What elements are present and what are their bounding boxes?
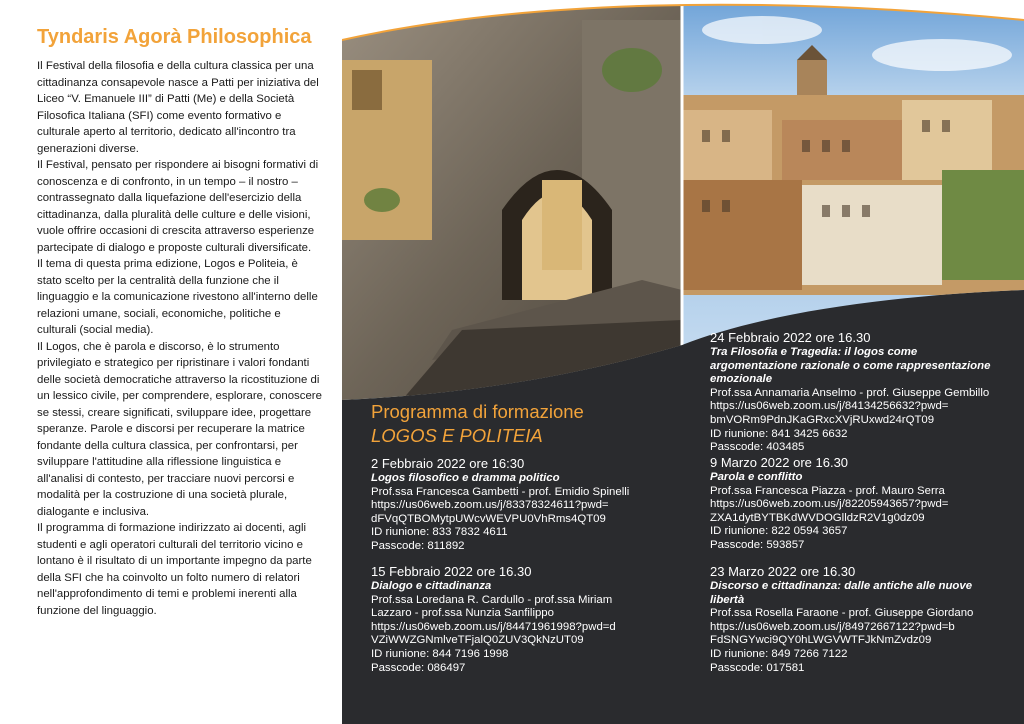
event-link[interactable]: https://us06web.zoom.us/j/83378324611?pwd= [371, 499, 609, 512]
program-title: Programma di formazione [371, 401, 584, 422]
event-passcode: Passcode: 086497 [371, 661, 466, 674]
event-passcode: Passcode: 017581 [710, 661, 805, 674]
event-speakers-cont: Lazzaro - prof.ssa Nunzia Sanfilippo [371, 607, 554, 620]
event-speakers: Prof.ssa Rosella Faraone - prof. Giuseppe Giordano [710, 607, 974, 620]
event-link[interactable]: https://us06web.zoom.us/j/82205943657?pwd= [710, 498, 949, 511]
event-link-cont[interactable]: dFVqQTBOMytpUWcvWEVPU0VhRms4QT09 [371, 512, 606, 525]
event-link-cont[interactable]: VZiWWZGNmlveTFjalQ0ZUV3QkNzUT09 [371, 634, 584, 647]
event-passcode: Passcode: 403485 [710, 441, 805, 454]
program-subtitle: LOGOS E POLITEIA [371, 425, 543, 446]
event-1 [371, 456, 671, 554]
event-link[interactable]: https://us06web.zoom.us/j/84471961998?pwd=d [371, 620, 616, 633]
event-topic: Discorso e cittadinanza: dalle antiche alle nuove libertà [710, 580, 973, 606]
event-meeting-id: ID riunione: 841 3425 6632 [710, 427, 848, 440]
event-meeting-id: ID riunione: 822 0594 3657 [710, 525, 848, 538]
event-speakers: Prof.ssa Annamaria Anselmo - prof. Giuseppe Gembillo [710, 386, 990, 399]
event-topic: Tra Filosofia e Tragedia: il logos come argomentazione razionale o come rappresentazione emozionale [710, 346, 991, 386]
event-passcode: Passcode: 811892 [371, 539, 465, 552]
event-link-cont[interactable]: bmVORm9PdnJKaGRxcXVjRUxwd24rQT09 [710, 413, 935, 426]
event-meeting-id: ID riunione: 844 7196 1998 [371, 647, 509, 660]
event-link-cont[interactable]: ZXA1dytBYTBKdWVDOGlldzR2V1g0dz09 [710, 511, 925, 524]
event-speakers: Prof.ssa Loredana R. Cardullo - prof.ssa Miriam [371, 593, 613, 606]
event-link-cont[interactable]: FdSNGYwci9QY0hLWGVWTFJkNmZvdz09 [710, 634, 932, 647]
event-link[interactable]: https://us06web.zoom.us/j/84134256632?pwd= [710, 400, 949, 413]
event-meeting-id: ID riunione: 849 7266 7122 [710, 647, 848, 660]
intro-paragraph: Il Logos, che è parola e discorso, è lo strumento privilegiato e strategico per ripristinare i valori fondanti delle società democratiche attraverso la ricostituzione di un lessico civile, per comprendere, esplorare, conoscere se stessi, creare significati, sviluppare idee, progettare speranze. Parole e discorsi per recuperare la matrice fondante della cultura classica, per confrontarsi, per sviluppare l'attitudine alla riflessione linguistica e all'analisi di contesto, per tracciare nuovi percorsi e modalità per la costruzione di una società plurale, dialogante e inclusiva. [37, 340, 322, 518]
event-passcode: Passcode: 593857 [710, 538, 805, 551]
event-2 [371, 564, 671, 675]
event-4 [710, 455, 1000, 553]
event-meeting-id: ID riunione: 833 7832 4611 [371, 526, 508, 539]
event-topic: Logos filosofico e dramma politico [371, 472, 560, 484]
intro-paragraph: Il programma di formazione indirizzato ai docenti, agli studenti e agli operatori culturali del territorio vicino e lontano è il risultato di un importante impegno da parte della SFI che ha coinvolto un folto numero di relatori nell'approfondimento di temi e problemi inerenti alla funzione del linguaggio. [37, 522, 312, 617]
intro-column [0, 0, 342, 724]
event-date: 2 Febbraio 2022 ore 16:30 [371, 456, 525, 471]
event-topic: Dialogo e cittadinanza [371, 580, 492, 592]
intro-text [37, 58, 323, 619]
intro-paragraph: Il tema di questa prima edizione, Logos e Politeia, è stato scelto per la centralità della funzione che il linguaggio e la comunicazione rivestono all'interno delle relazioni umane, sociali, economiche, politiche e culturali (social media). [37, 258, 318, 336]
event-3 [710, 330, 1000, 455]
intro-paragraph: Il Festival della filosofia e della cultura classica per una cittadinanza consapevole nasce a Patti per iniziativa del Liceo “V. Emanuele III” di Patti (Me) e della Società Filosofica Italiana (SFI) come evento formativo e culturale aperto al territorio, dedicato all'incontro tra generazioni diverse. [37, 60, 319, 155]
event-speakers: Prof.ssa Francesca Gambetti - prof. Emidio Spinelli [371, 485, 630, 498]
event-topic: Parola e conflitto [710, 471, 803, 483]
event-date: 15 Febbraio 2022 ore 16.30 [371, 564, 532, 579]
event-speakers: Prof.ssa Francesca Piazza - prof. Mauro Serra [710, 484, 945, 497]
event-5 [710, 564, 1000, 675]
festival-title: Tyndaris Agorà Philosophica [37, 26, 312, 48]
event-date: 9 Marzo 2022 ore 16.30 [710, 455, 849, 470]
program-panel [342, 0, 1024, 724]
program-heading [371, 400, 584, 448]
intro-paragraph: Il Festival, pensato per rispondere ai bisogni formativi di conoscenza e di confronto, in un tempo – il nostro – contrassegnato dalla liquefazione dell'esercizio della cittadinanza, dalla pluralità delle culture e delle visioni, vuole offrire occasioni di crescita attraverso esperienze partecipate di dialogo e proposte culturali diversificate. [37, 159, 319, 254]
event-date: 24 Febbraio 2022 ore 16.30 [710, 330, 871, 345]
event-date: 23 Marzo 2022 ore 16.30 [710, 564, 856, 579]
event-link[interactable]: https://us06web.zoom.us/j/84972667122?pwd=b [710, 620, 955, 633]
